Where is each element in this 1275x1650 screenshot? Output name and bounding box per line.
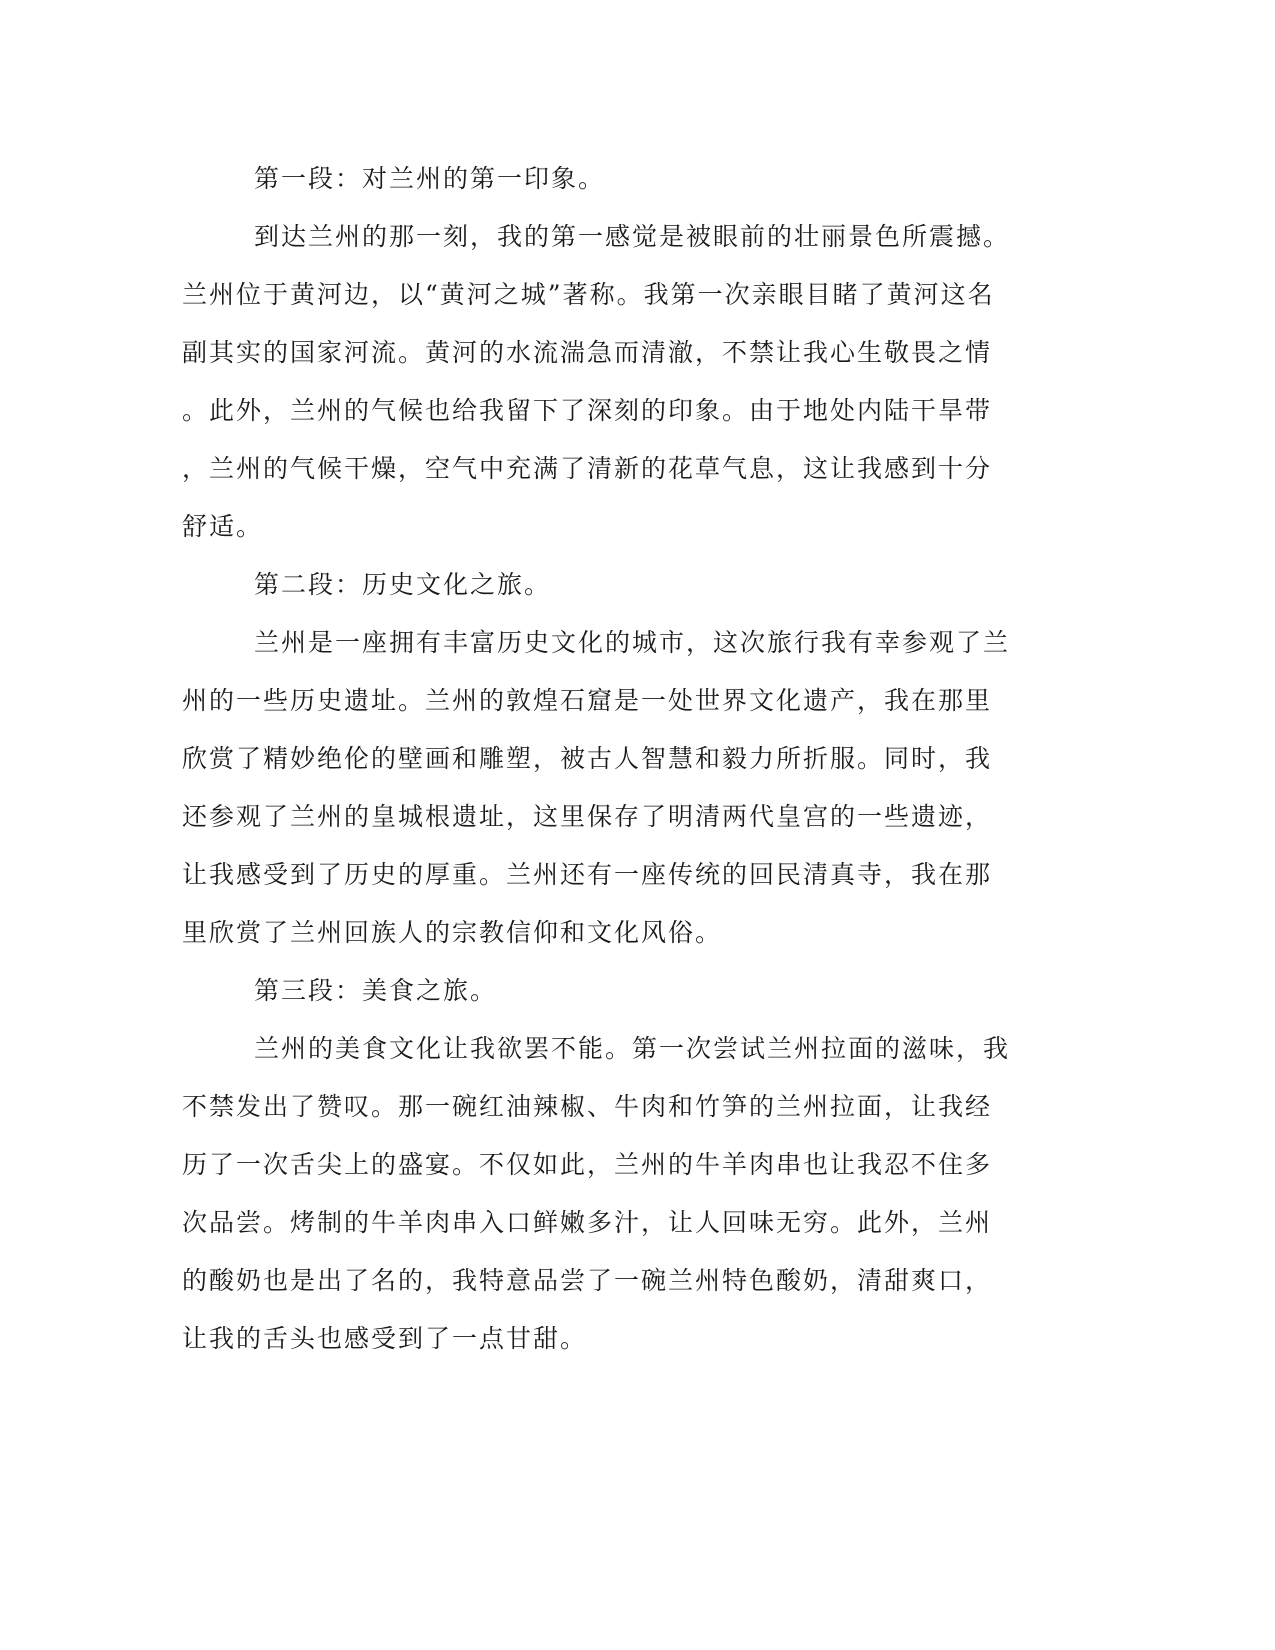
section-heading: 第一段：对兰州的第一印象。 xyxy=(254,164,606,193)
section-1 xyxy=(182,150,1062,556)
paragraph xyxy=(182,1020,1062,1368)
paragraph-line: 兰州位于黄河边，以“黄河之城”著称。我第一次亲眼目睹了黄河这名 xyxy=(182,280,995,309)
paragraph xyxy=(182,614,1062,962)
paragraph-line: ，兰州的气候干燥，空气中充满了清新的花草气息，这让我感到十分 xyxy=(182,454,993,483)
paragraph-line: 舒适。 xyxy=(182,512,264,541)
paragraph-line: 不禁发出了赞叹。那一碗红油辣椒、牛肉和竹笋的兰州拉面，让我经 xyxy=(182,1092,993,1121)
paragraph-line: 。此外，兰州的气候也给我留下了深刻的印象。由于地处内陆干旱带 xyxy=(182,396,993,425)
section-2 xyxy=(182,556,1062,962)
paragraph-line: 副其实的国家河流。黄河的水流湍急而清澈，不禁让我心生敬畏之情 xyxy=(182,338,993,367)
paragraph-line: 兰州的美食文化让我欲罢不能。第一次尝试兰州拉面的滋味，我 xyxy=(254,1034,1011,1063)
paragraph-line: 到达兰州的那一刻，我的第一感觉是被眼前的壮丽景色所震撼。 xyxy=(254,222,1011,251)
paragraph-line: 次品尝。烤制的牛羊肉串入口鲜嫩多汁，让人回味无穷。此外，兰州 xyxy=(182,1208,993,1237)
paragraph-line: 里欣赏了兰州回族人的宗教信仰和文化风俗。 xyxy=(182,918,723,947)
paragraph-line: 还参观了兰州的皇城根遗址，这里保存了明清两代皇宫的一些遗迹， xyxy=(182,802,993,831)
paragraph-line: 州的一些历史遗址。兰州的敦煌石窟是一处世界文化遗产，我在那里 xyxy=(182,686,993,715)
paragraph-line: 让我的舌头也感受到了一点甘甜。 xyxy=(182,1324,588,1353)
paragraph xyxy=(182,208,1062,556)
paragraph-line: 历了一次舌尖上的盛宴。不仅如此，兰州的牛羊肉串也让我忍不住多 xyxy=(182,1150,993,1179)
document-page xyxy=(182,150,1062,1368)
section-heading: 第三段：美食之旅。 xyxy=(254,976,498,1005)
section-heading: 第二段：历史文化之旅。 xyxy=(254,570,552,599)
paragraph-line: 兰州是一座拥有丰富历史文化的城市，这次旅行我有幸参观了兰 xyxy=(254,628,1011,657)
paragraph-line: 让我感受到了历史的厚重。兰州还有一座传统的回民清真寺，我在那 xyxy=(182,860,993,889)
paragraph-line: 的酸奶也是出了名的，我特意品尝了一碗兰州特色酸奶，清甜爽口， xyxy=(182,1266,993,1295)
paragraph-line: 欣赏了精妙绝伦的壁画和雕塑，被古人智慧和毅力所折服。同时，我 xyxy=(182,744,993,773)
section-3 xyxy=(182,962,1062,1368)
